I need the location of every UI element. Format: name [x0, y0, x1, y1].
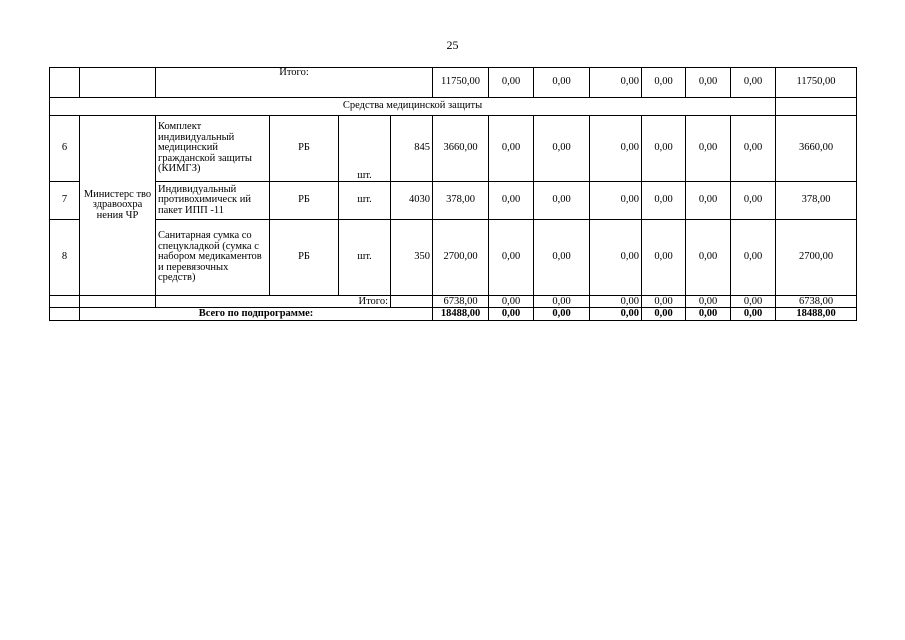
value-cell: 11750,00 — [776, 68, 857, 98]
value-cell: 0,00 — [642, 182, 686, 220]
value-cell: 0,00 — [686, 296, 731, 308]
value-cell: 6738,00 — [433, 296, 489, 308]
value-cell: 6738,00 — [776, 296, 857, 308]
value-cell: 0,00 — [731, 296, 776, 308]
quantity-cell: 4030 — [391, 182, 433, 220]
funding-source: РБ — [270, 182, 339, 220]
value-cell: 0,00 — [489, 308, 534, 321]
cell-empty — [50, 68, 80, 98]
value-cell: 0,00 — [489, 220, 534, 296]
value-cell: 0,00 — [489, 296, 534, 308]
value-cell: 0,00 — [534, 68, 590, 98]
value-cell: 18488,00 — [433, 308, 489, 321]
value-cell: 0,00 — [731, 68, 776, 98]
section-title: Средства медицинской защиты — [50, 98, 776, 116]
subtotal-row — [50, 296, 857, 308]
value-cell: 0,00 — [489, 182, 534, 220]
value-cell: 0,00 — [590, 308, 642, 321]
value-cell: 0,00 — [590, 68, 642, 98]
value-cell: 378,00 — [433, 182, 489, 220]
value-cell: 0,00 — [534, 296, 590, 308]
grand-total-row — [50, 308, 857, 321]
value-cell: 0,00 — [590, 296, 642, 308]
top-total-label: Итого: — [156, 68, 433, 98]
table-row — [50, 220, 857, 296]
value-cell: 0,00 — [686, 308, 731, 321]
item-name: Комплект индивидуальный медицинский гражданской защиты (КИМГЗ) — [156, 116, 270, 182]
value-cell: 0,00 — [731, 308, 776, 321]
item-name: Индивидуальный противохимическ ий пакет ИПП -11 — [156, 182, 270, 220]
value-cell: 0,00 — [590, 220, 642, 296]
value-cell: 0,00 — [686, 182, 731, 220]
value-cell: 0,00 — [534, 308, 590, 321]
value-cell: 0,00 — [534, 182, 590, 220]
value-cell: 0,00 — [534, 220, 590, 296]
value-cell: 0,00 — [642, 296, 686, 308]
section-header-row — [50, 98, 857, 116]
value-cell: 0,00 — [489, 68, 534, 98]
cell-empty — [50, 296, 80, 308]
row-number: 8 — [50, 220, 80, 296]
value-cell: 0,00 — [590, 182, 642, 220]
unit-cell: шт. — [339, 182, 391, 220]
value-cell: 378,00 — [776, 182, 857, 220]
value-cell: 11750,00 — [433, 68, 489, 98]
ministry-cell: Министерс тво здравоохра нения ЧР — [80, 116, 156, 296]
table-row — [50, 182, 857, 220]
value-cell: 0,00 — [489, 116, 534, 182]
row-number: 6 — [50, 116, 80, 182]
cell-empty — [80, 296, 156, 308]
value-cell: 0,00 — [534, 116, 590, 182]
value-cell: 0,00 — [590, 116, 642, 182]
cell-empty — [80, 68, 156, 98]
item-name: Санитарная сумка со спецукладкой (сумка с набором медикаментов и перевязочных средств) — [156, 220, 270, 296]
subtotal-label: Итого: — [156, 296, 391, 308]
value-cell: 3660,00 — [776, 116, 857, 182]
cell-empty — [50, 308, 80, 321]
value-cell: 0,00 — [686, 116, 731, 182]
value-cell: 0,00 — [686, 68, 731, 98]
value-cell: 0,00 — [642, 68, 686, 98]
value-cell: 3660,00 — [433, 116, 489, 182]
quantity-cell: 350 — [391, 220, 433, 296]
budget-table — [49, 67, 857, 321]
value-cell: 0,00 — [642, 308, 686, 321]
funding-source: РБ — [270, 116, 339, 182]
top-total-row — [50, 68, 857, 98]
value-cell: 0,00 — [642, 116, 686, 182]
value-cell: 0,00 — [731, 116, 776, 182]
value-cell: 0,00 — [642, 220, 686, 296]
value-cell: 18488,00 — [776, 308, 857, 321]
grand-total-label: Всего по подпрограмме: — [80, 308, 433, 321]
unit-cell: шт. — [339, 116, 391, 182]
table-row — [50, 116, 857, 182]
value-cell: 2700,00 — [776, 220, 857, 296]
value-cell: 0,00 — [731, 220, 776, 296]
quantity-cell: 845 — [391, 116, 433, 182]
cell-empty — [391, 296, 433, 308]
page-number: 25 — [446, 38, 459, 52]
cell-empty — [776, 98, 857, 116]
funding-source: РБ — [270, 220, 339, 296]
unit-cell: шт. — [339, 220, 391, 296]
row-number: 7 — [50, 182, 80, 220]
value-cell: 2700,00 — [433, 220, 489, 296]
value-cell: 0,00 — [686, 220, 731, 296]
value-cell: 0,00 — [731, 182, 776, 220]
